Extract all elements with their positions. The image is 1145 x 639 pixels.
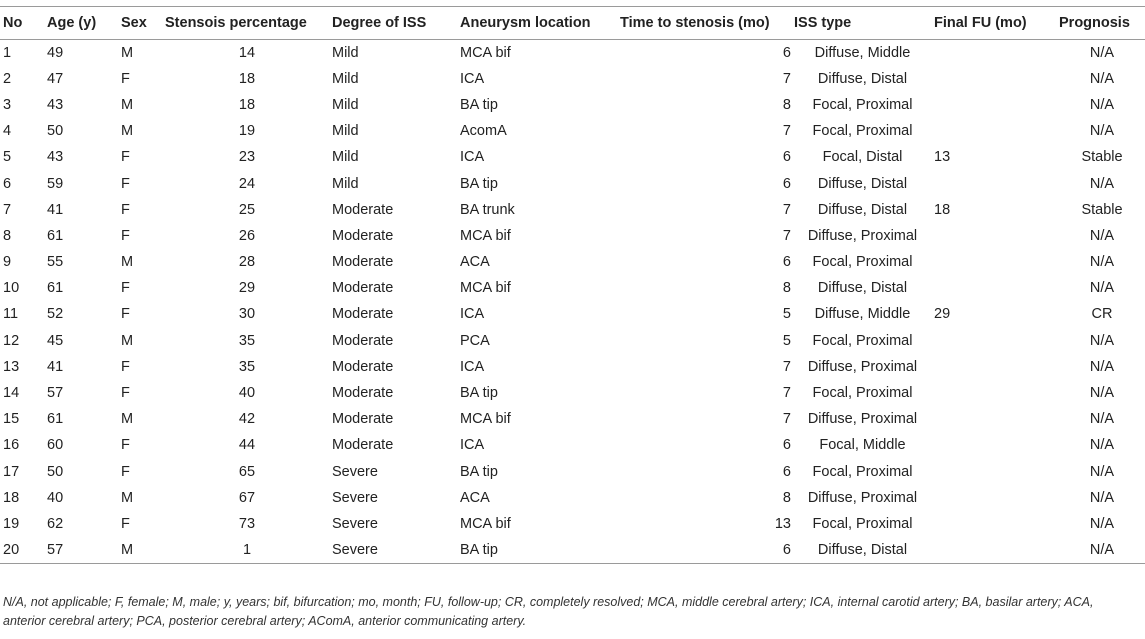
cell-stenosis-percentage: 44 — [238, 437, 256, 454]
cell-prognosis: N/A — [1089, 227, 1115, 244]
cell-final-fu: 18 — [934, 201, 951, 218]
cell-sex: F — [121, 358, 130, 375]
cell-no: 14 — [3, 385, 20, 402]
cell-iss-type: Diffuse, Distal — [817, 175, 908, 192]
cell-degree-of-iss: Mild — [332, 70, 359, 87]
cell-degree-of-iss: Mild — [332, 149, 359, 166]
cell-aneurysm-location: ACA — [460, 254, 490, 271]
cell-no: 20 — [0, 537, 44, 563]
header-degree-of-iss: Degree of ISS — [329, 7, 457, 40]
cell-no: 13 — [3, 358, 20, 375]
cell-aneurysm-location: PCA — [460, 332, 490, 349]
cell-aneurysm-location: MCA bif — [460, 280, 511, 297]
cell-age: 41 — [47, 201, 64, 218]
cell-prognosis: N/A — [1089, 332, 1115, 349]
cell-no: 3 — [3, 96, 12, 113]
table-row — [0, 328, 1145, 354]
cell-stenosis-percentage: 29 — [238, 280, 256, 297]
table-row — [0, 301, 1145, 327]
table-row — [0, 432, 1145, 458]
cell-iss-type: Diffuse, Distal — [791, 537, 931, 563]
cell-age: 62 — [47, 515, 64, 532]
cell-sex: M — [121, 489, 134, 506]
cell-degree-of-iss: Mild — [332, 123, 359, 140]
cell-time-to-stenosis: 8 — [782, 280, 791, 297]
cell-degree-of-iss: Moderate — [332, 411, 394, 428]
cell-time-to-stenosis: 13 — [774, 515, 791, 532]
cell-time-to-stenosis: 8 — [782, 489, 791, 506]
table-row — [0, 144, 1145, 170]
cell-sex: M — [121, 254, 134, 271]
cell-iss-type: Diffuse, Middle — [814, 306, 911, 323]
cell-final-fu — [931, 406, 1056, 432]
cell-aneurysm-location: ICA — [460, 70, 485, 87]
table-footnote: N/A, not applicable; F, female; M, male; y, years; bif, bifurcation; mo, month; FU, follow-up; CR, completely resolved; MCA, middle cerebral artery; ICA, internal carotid artery; BA, basilar artery; ACA, anterior cerebral artery; PCA, posterior cerebral artery; AComA, anterior communicating artery. — [3, 595, 1094, 628]
cell-sex: M — [121, 411, 134, 428]
cell-time-to-stenosis: 5 — [782, 306, 791, 323]
cell-final-fu — [931, 432, 1056, 458]
cell-iss-type: Diffuse, Distal — [817, 280, 908, 297]
cell-prognosis: N/A — [1089, 96, 1115, 113]
cell-prognosis: N/A — [1089, 489, 1115, 506]
cell-sex: F — [121, 515, 130, 532]
cell-iss-type: Diffuse, Proximal — [807, 358, 918, 375]
cell-time-to-stenosis: 8 — [782, 96, 791, 113]
cell-iss-type: Focal, Proximal — [812, 123, 913, 140]
cell-sex: F — [121, 437, 130, 454]
cell-aneurysm-location: ACA — [460, 489, 490, 506]
cell-age: 43 — [47, 96, 64, 113]
cell-iss-type: Focal, Proximal — [812, 515, 913, 532]
cell-aneurysm-location: ICA — [460, 437, 485, 454]
cell-degree-of-iss: Severe — [332, 515, 378, 532]
cell-iss-type: Focal, Proximal — [812, 463, 913, 480]
cell-degree-of-iss: Moderate — [332, 201, 394, 218]
cell-age: 59 — [47, 175, 64, 192]
cell-final-fu — [931, 223, 1056, 249]
cell-degree-of-iss: Severe — [332, 489, 378, 506]
cell-age: 55 — [47, 254, 64, 271]
cell-stenosis-percentage: 19 — [238, 123, 256, 140]
header-time-to-stenosis: Time to stenosis (mo) — [617, 7, 791, 40]
cell-final-fu — [931, 66, 1056, 92]
cell-iss-type: Diffuse, Proximal — [807, 227, 918, 244]
table-row — [0, 275, 1145, 301]
cell-time-to-stenosis: 7 — [782, 358, 791, 375]
cell-prognosis: N/A — [1089, 44, 1115, 61]
cell-iss-type: Diffuse, Proximal — [807, 489, 918, 506]
cell-aneurysm-location: BA trunk — [460, 201, 515, 218]
table-row — [0, 537, 1145, 563]
cell-prognosis: N/A — [1089, 175, 1115, 192]
table-row — [0, 485, 1145, 511]
cell-final-fu: 29 — [934, 306, 951, 323]
cell-no: 17 — [3, 463, 20, 480]
cell-prognosis: N/A — [1089, 515, 1115, 532]
cell-no: 15 — [3, 411, 20, 428]
cell-age: 41 — [47, 358, 64, 375]
table-row — [0, 354, 1145, 380]
cell-time-to-stenosis: 6 — [782, 149, 791, 166]
cell-age: 61 — [47, 227, 64, 244]
cell-degree-of-iss: Mild — [332, 175, 359, 192]
cell-aneurysm-location: BA tip — [460, 463, 498, 480]
cell-aneurysm-location: AcomA — [460, 123, 507, 140]
cell-stenosis-percentage: 40 — [238, 385, 256, 402]
cell-age: 60 — [47, 437, 64, 454]
cell-age: 57 — [44, 537, 118, 563]
cell-sex: F — [121, 70, 130, 87]
cell-degree-of-iss: Moderate — [332, 358, 394, 375]
cell-age: 50 — [47, 123, 64, 140]
cell-age: 61 — [47, 280, 64, 297]
cell-iss-type: Diffuse, Middle — [814, 44, 911, 61]
cell-aneurysm-location: BA tip — [460, 96, 498, 113]
cell-final-fu — [931, 459, 1056, 485]
cell-iss-type: Diffuse, Distal — [817, 201, 908, 218]
cell-final-fu — [931, 537, 1056, 563]
cell-no: 18 — [3, 489, 20, 506]
cell-prognosis: N/A — [1089, 254, 1115, 271]
cell-sex: F — [121, 306, 130, 323]
header-iss-type: ISS type — [791, 7, 931, 40]
header-prognosis: Prognosis — [1056, 7, 1145, 40]
table-body — [0, 40, 1145, 564]
cell-iss-type: Focal, Proximal — [812, 385, 913, 402]
cell-stenosis-percentage: 1 — [162, 537, 329, 563]
table-row — [0, 66, 1145, 92]
cell-no: 2 — [3, 70, 12, 87]
cell-aneurysm-location: ICA — [460, 149, 485, 166]
table-row — [0, 40, 1145, 66]
table-row — [0, 170, 1145, 196]
cell-iss-type: Focal, Proximal — [812, 254, 913, 271]
cell-prognosis: Stable — [1081, 201, 1123, 218]
table-row — [0, 92, 1145, 118]
cell-age: 50 — [47, 463, 64, 480]
cell-sex: M — [121, 44, 134, 61]
cell-degree-of-iss: Moderate — [332, 437, 394, 454]
cell-sex: M — [118, 537, 162, 563]
cell-iss-type: Focal, Proximal — [812, 96, 913, 113]
cell-time-to-stenosis: 7 — [782, 123, 791, 140]
table-row — [0, 197, 1145, 223]
cell-final-fu — [931, 380, 1056, 406]
cell-time-to-stenosis: 6 — [617, 537, 791, 563]
header-stenosis-percentage: Stensois percentage — [162, 7, 329, 40]
table-row — [0, 406, 1145, 432]
table-row — [0, 223, 1145, 249]
cell-age: 49 — [47, 44, 64, 61]
cell-age: 40 — [47, 489, 64, 506]
cell-aneurysm-location: BA tip — [460, 175, 498, 192]
cell-iss-type: Diffuse, Proximal — [807, 411, 918, 428]
cell-final-fu — [931, 485, 1056, 511]
table-row — [0, 118, 1145, 144]
cell-no: 5 — [3, 149, 12, 166]
cell-sex: F — [121, 463, 130, 480]
cell-age: 57 — [47, 385, 64, 402]
header-no: No — [0, 7, 44, 40]
table-row — [0, 249, 1145, 275]
cell-time-to-stenosis: 5 — [782, 332, 791, 349]
cell-final-fu — [931, 249, 1056, 275]
cell-age: 61 — [47, 411, 64, 428]
cell-prognosis: N/A — [1089, 70, 1115, 87]
cell-time-to-stenosis: 7 — [782, 411, 791, 428]
cell-degree-of-iss: Severe — [332, 463, 378, 480]
cell-no: 19 — [3, 515, 20, 532]
cell-iss-type: Focal, Proximal — [812, 332, 913, 349]
cell-stenosis-percentage: 28 — [238, 254, 256, 271]
cell-aneurysm-location: MCA bif — [460, 44, 511, 61]
cell-stenosis-percentage: 18 — [238, 70, 256, 87]
cell-degree-of-iss: Moderate — [332, 385, 394, 402]
cell-time-to-stenosis: 6 — [782, 44, 791, 61]
cell-final-fu — [931, 354, 1056, 380]
table-header-row — [0, 7, 1145, 40]
cell-stenosis-percentage: 26 — [238, 227, 256, 244]
cell-sex: F — [121, 227, 130, 244]
cell-aneurysm-location: MCA bif — [460, 515, 511, 532]
cell-time-to-stenosis: 6 — [782, 254, 791, 271]
cell-time-to-stenosis: 7 — [782, 70, 791, 87]
cell-prognosis: N/A — [1089, 411, 1115, 428]
cell-aneurysm-location: MCA bif — [460, 227, 511, 244]
cell-no: 16 — [3, 437, 20, 454]
cell-age: 47 — [47, 70, 64, 87]
cell-stenosis-percentage: 24 — [238, 175, 256, 192]
cell-sex: F — [121, 201, 130, 218]
cell-stenosis-percentage: 18 — [238, 96, 256, 113]
cell-time-to-stenosis: 7 — [782, 227, 791, 244]
cell-aneurysm-location: BA tip — [460, 385, 498, 402]
cell-no: 6 — [3, 175, 12, 192]
cell-prognosis: N/A — [1089, 437, 1115, 454]
cell-final-fu — [931, 118, 1056, 144]
cell-sex: F — [121, 149, 130, 166]
cell-prognosis: N/A — [1089, 123, 1115, 140]
header-age: Age (y) — [44, 7, 118, 40]
cell-degree-of-iss: Moderate — [332, 332, 394, 349]
header-final-fu: Final FU (mo) — [931, 7, 1056, 40]
cell-final-fu — [931, 170, 1056, 196]
cell-stenosis-percentage: 14 — [238, 44, 256, 61]
cell-final-fu — [931, 511, 1056, 537]
cell-aneurysm-location: ICA — [460, 306, 485, 323]
cell-final-fu — [931, 92, 1056, 118]
cell-stenosis-percentage: 67 — [238, 489, 256, 506]
cell-iss-type: Diffuse, Distal — [817, 70, 908, 87]
cell-stenosis-percentage: 23 — [238, 149, 256, 166]
cell-no: 11 — [3, 306, 19, 323]
cell-aneurysm-location: ICA — [460, 358, 485, 375]
patient-table — [0, 6, 1145, 564]
cell-time-to-stenosis: 6 — [782, 437, 791, 454]
cell-no: 9 — [3, 254, 12, 271]
cell-final-fu — [931, 40, 1056, 66]
cell-prognosis: N/A — [1089, 358, 1115, 375]
cell-stenosis-percentage: 25 — [238, 201, 256, 218]
cell-sex: M — [121, 332, 134, 349]
cell-degree-of-iss: Moderate — [332, 306, 394, 323]
cell-degree-of-iss: Severe — [329, 537, 457, 563]
cell-no: 4 — [3, 123, 12, 140]
cell-stenosis-percentage: 73 — [238, 515, 256, 532]
cell-degree-of-iss: Mild — [332, 96, 359, 113]
cell-sex: F — [121, 385, 130, 402]
table-row — [0, 380, 1145, 406]
cell-stenosis-percentage: 42 — [238, 411, 256, 428]
cell-prognosis: Stable — [1081, 149, 1123, 166]
cell-time-to-stenosis: 7 — [782, 201, 791, 218]
cell-degree-of-iss: Moderate — [332, 280, 394, 297]
cell-no: 7 — [3, 201, 12, 218]
cell-age: 52 — [47, 306, 64, 323]
table-row — [0, 511, 1145, 537]
cell-prognosis: N/A — [1056, 537, 1145, 563]
cell-sex: M — [121, 123, 134, 140]
cell-degree-of-iss: Moderate — [332, 227, 394, 244]
cell-no: 10 — [3, 280, 20, 297]
cell-prognosis: CR — [1091, 306, 1113, 323]
cell-stenosis-percentage: 65 — [238, 463, 256, 480]
cell-iss-type: Focal, Distal — [822, 149, 903, 166]
cell-final-fu: 13 — [934, 149, 951, 166]
cell-degree-of-iss: Mild — [332, 44, 359, 61]
cell-time-to-stenosis: 6 — [782, 463, 791, 480]
cell-prognosis: N/A — [1089, 280, 1115, 297]
cell-prognosis: N/A — [1089, 463, 1115, 480]
cell-stenosis-percentage: 30 — [238, 306, 256, 323]
cell-no: 1 — [3, 44, 12, 61]
cell-age: 45 — [47, 332, 64, 349]
cell-aneurysm-location: BA tip — [457, 537, 617, 563]
cell-iss-type: Focal, Middle — [819, 437, 906, 454]
cell-aneurysm-location: MCA bif — [460, 411, 511, 428]
cell-sex: M — [121, 96, 134, 113]
cell-age: 43 — [47, 149, 64, 166]
table-row — [0, 459, 1145, 485]
header-sex: Sex — [118, 7, 162, 40]
cell-degree-of-iss: Moderate — [332, 254, 394, 271]
cell-stenosis-percentage: 35 — [238, 332, 256, 349]
cell-no: 8 — [3, 227, 12, 244]
cell-stenosis-percentage: 35 — [238, 358, 256, 375]
cell-sex: F — [121, 175, 130, 192]
cell-no: 12 — [3, 332, 20, 349]
cell-final-fu — [931, 328, 1056, 354]
cell-sex: F — [121, 280, 130, 297]
cell-final-fu — [931, 275, 1056, 301]
cell-prognosis: N/A — [1089, 385, 1115, 402]
cell-time-to-stenosis: 7 — [782, 385, 791, 402]
cell-time-to-stenosis: 6 — [782, 175, 791, 192]
header-aneurysm-location: Aneurysm location — [457, 7, 617, 40]
